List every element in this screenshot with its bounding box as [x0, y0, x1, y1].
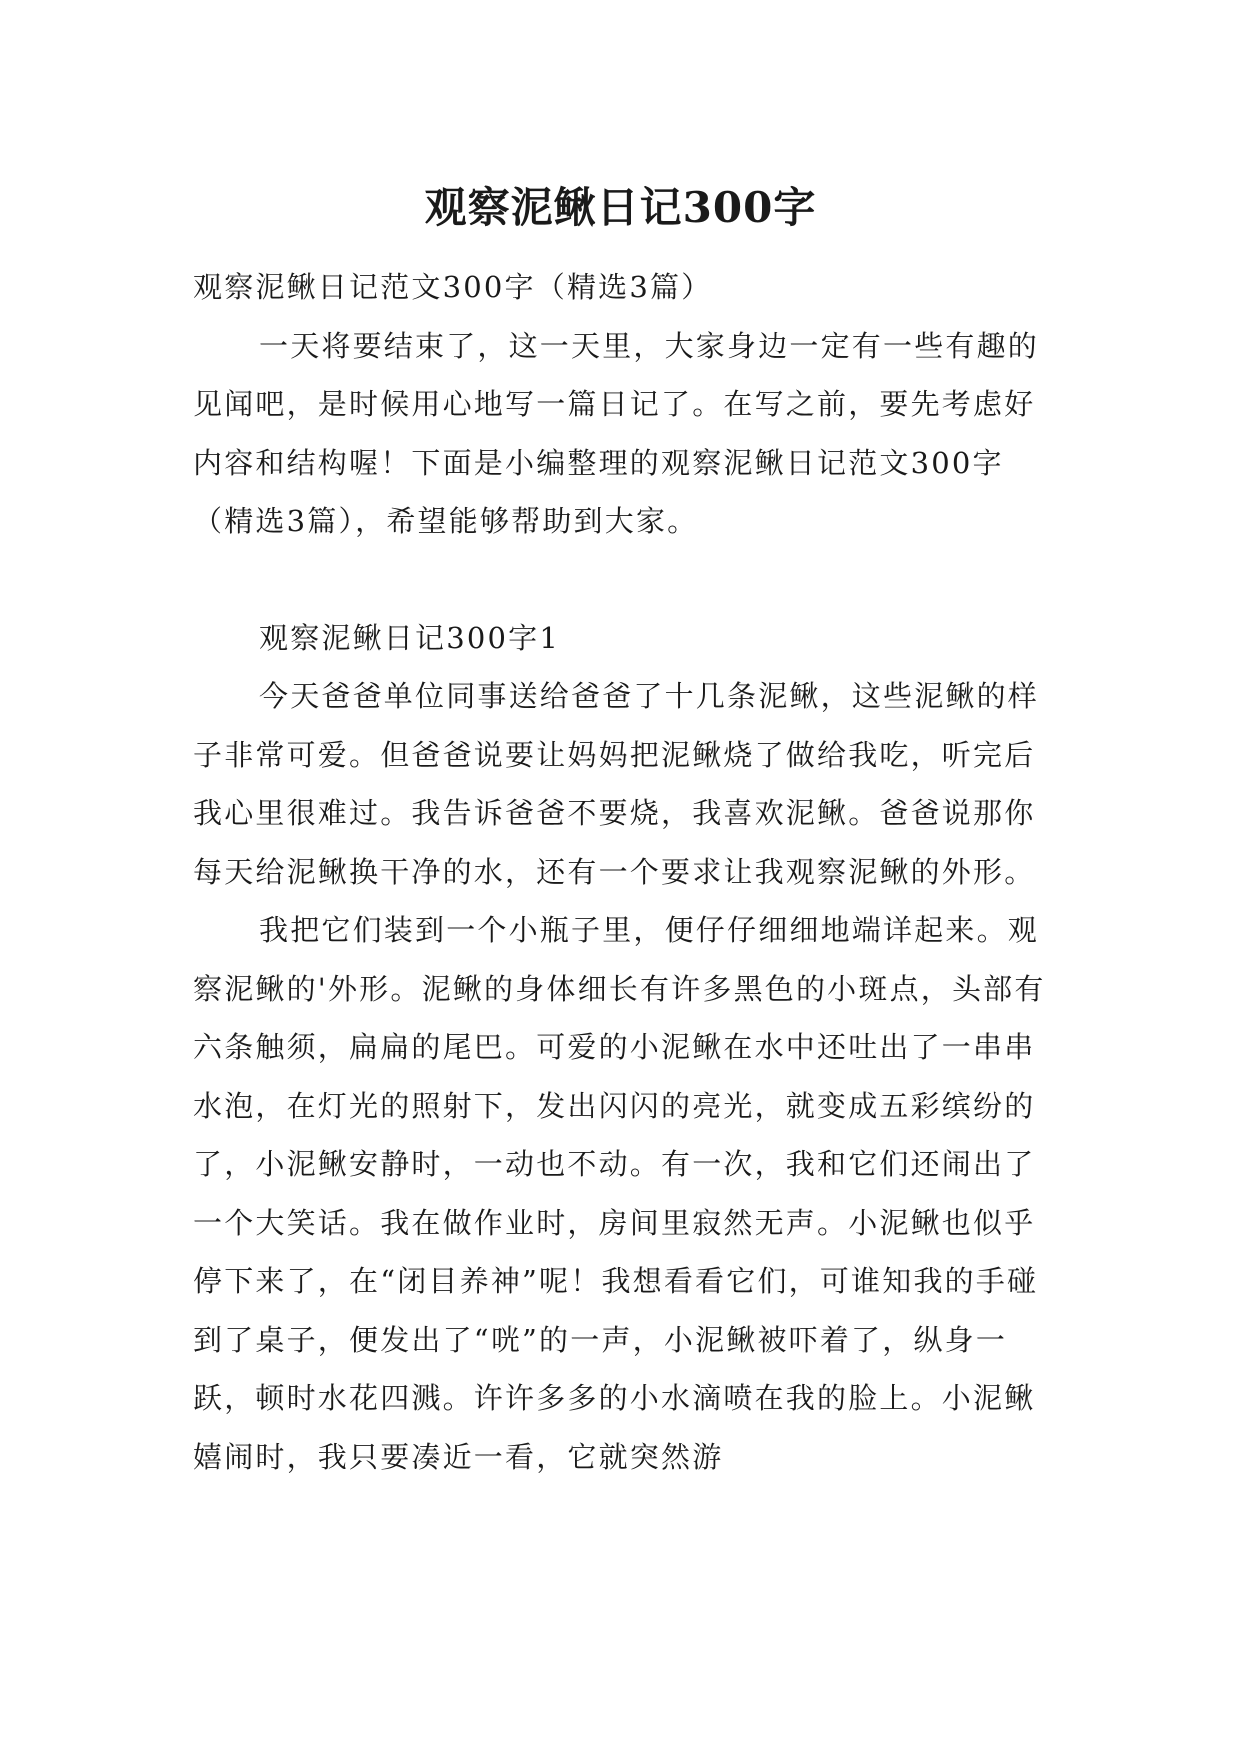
intro-paragraph: 一天将要结束了，这一天里，大家身边一定有一些有趣的见闻吧，是时候用心地写一篇日记了。在写之前，要先考虑好内容和结构喔！下面是小编整理的观察泥鳅日记范文300字（精选3篇），希望能够帮助到大家。 [193, 328, 1040, 538]
document-subtitle: 观察泥鳅日记范文300字（精选3篇） [193, 270, 713, 304]
body-paragraph-2: 我把它们装到一个小瓶子里，便仔仔细细地端详起来。观察泥鳅的'外形。泥鳅的身体细长有许多黑色的小斑点，头部有六条触须，扁扁的尾巴。可爱的小泥鳅在水中还吐出了一串串水泡，在灯光的照射下，发出闪闪的亮光，就变成五彩缤纷的了，小泥鳅安静时，一动也不动。有一次，我和它们还闹出了一个大笑话。我在做作业时，房间里寂然无声。小泥鳅也似乎停下来了，在“闭目养神”呢！我想看看它们，可谁知我的手碰到了桌子，便发出了“咣”的一声，小泥鳅被吓着了，纵身一跃，顿时水花四溅。许许多多的小水滴喷在我的脸上。小泥鳅嬉闹时，我只要凑近一看，它就突然游 [193, 913, 1046, 1474]
section-heading: 观察泥鳅日记300字1 [259, 620, 561, 655]
body-paragraph-1: 今天爸爸单位同事送给爸爸了十几条泥鳅，这些泥鳅的样子非常可爱。但爸爸说要让妈妈把泥鳅烧了做给我吃，听完后我心里很难过。我告诉爸爸不要烧，我喜欢泥鳅。爸爸说那你每天给泥鳅换干净的水，还有一个要求让我观察泥鳅的外形。 [193, 679, 1040, 889]
page-title: 观察泥鳅日记300字 [424, 183, 817, 233]
paragraph-spacer [193, 551, 1063, 609]
document-body [193, 258, 1063, 1486]
